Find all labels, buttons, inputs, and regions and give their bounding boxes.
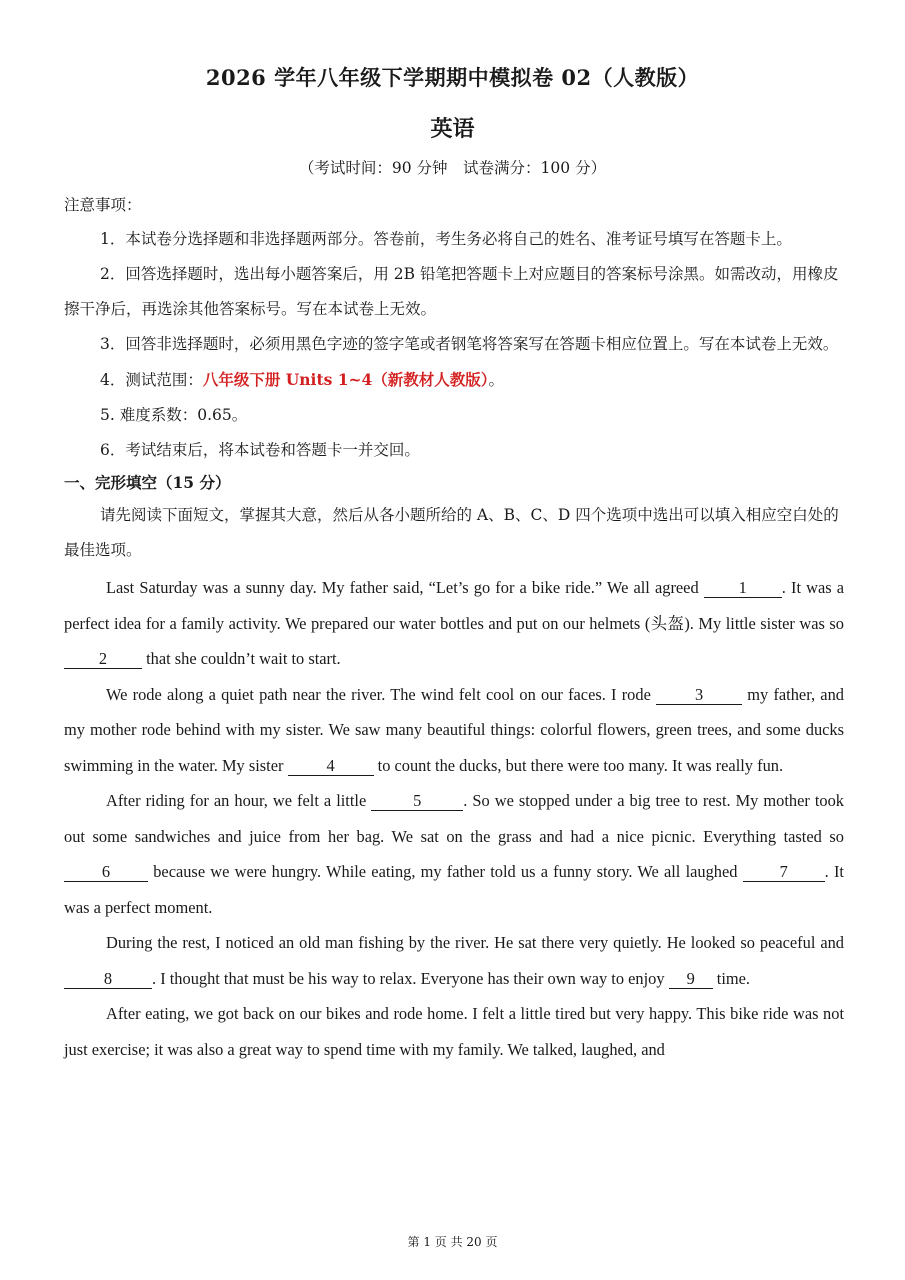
passage-text: . So we stopped under a big tree to rest. My mother took out some sandwiches and juice from her bag. We sat on the grass and had a nice picnic. Everything tasted so <box>64 791 844 846</box>
passage-paragraph-5: After eating, we got back on our bikes and rode home. I felt a little tired but very happy. This bike ride was not just exercise; it was also a great way to spend time with my family. We talked, laughed, and <box>64 1004 844 1059</box>
note-item-6: 6．考试结束后，将本试卷和答题卡一并交回。 <box>100 441 420 459</box>
passage-text: time. <box>716 968 751 988</box>
passage-text: to count the ducks, but there were too many. It was really fun. <box>377 755 784 775</box>
note-item-4-prefix: 4．测试范围： <box>100 371 203 389</box>
section-instruction: 请先阅读下面短文，掌握其大意，然后从各小题所给的 A、B、C、D 四个选项中选出可以填入相应空白处的最佳选项。 <box>64 506 839 559</box>
notes-heading: 注意事项： <box>64 196 142 214</box>
subject-title: 英语 <box>430 116 475 142</box>
exam-info: （考试时间：90 分钟 试卷满分：100 分） <box>298 159 607 177</box>
passage-text: We rode along a quiet path near the river. The wind felt cool on our faces. I rode <box>106 684 651 704</box>
passage-text: During the rest, I noticed an old man fishing by the river. He sat there very quietly. He looked so peaceful and <box>106 933 844 952</box>
blank-1: 1 <box>704 579 782 598</box>
exam-title: 2026 学年八年级下学期期中模拟卷 02（人教版） <box>205 65 700 90</box>
note-item-5: 5. 难度系数：0.65。 <box>100 406 248 424</box>
blank-8: 8 <box>64 970 152 989</box>
passage-paragraph-3 <box>64 783 844 925</box>
passage-text: . I thought that must be his way to relax. Everyone has their own way to enjoy <box>152 968 665 988</box>
passage-text: my father, and my mother rode behind with my sister. We saw many beautiful things: colorful flowers, green trees, and some ducks swimming in the water. My sister <box>64 684 844 775</box>
passage-text: because we were hungry. While eating, my father told us a funny story. We all laughed <box>153 862 738 881</box>
passage-paragraph-2 <box>64 677 844 784</box>
note-item-1: 1．本试卷分选择题和非选择题两部分。答卷前，考生务必将自己的姓名、准考证号填写在答题卡上。 <box>100 230 792 248</box>
blank-2: 2 <box>64 650 142 669</box>
passage-paragraph-4 <box>64 925 844 996</box>
test-scope-highlight: 八年级下册 Units 1~4（新教材人教版） <box>202 370 489 389</box>
page-footer: 第 1 页 共 20 页 <box>407 1235 498 1249</box>
passage-text: After riding for an hour, we felt a little <box>106 791 367 810</box>
section-title: 一、完形填空（15 分） <box>64 473 231 492</box>
blank-3: 3 <box>656 686 742 705</box>
blank-9: 9 <box>669 970 713 989</box>
blank-4: 4 <box>288 757 374 776</box>
note-item-4-suffix: 。 <box>488 371 505 389</box>
note-item-2: 2．回答选择题时，选出每小题答案后，用 2B 铅笔把答题卡上对应题目的答案标号涂黑。如需改动，用橡皮擦干净后，再选涂其他答案标号。写在本试卷上无效。 <box>64 265 839 318</box>
content <box>64 222 844 1067</box>
passage-text: that she couldn’t wait to start. <box>146 649 341 668</box>
passage-paragraph-1 <box>64 570 844 677</box>
note-item-3: 3．回答非选择题时，必须用黑色字迹的签字笔或者钢笔将答案写在答题卡相应位置上。写在本试卷上无效。 <box>100 335 839 353</box>
blank-6: 6 <box>64 863 148 882</box>
passage-text: Last Saturday was a sunny day. My father said, “Let’s go for a bike ride.” We all agreed <box>106 578 699 597</box>
blank-5: 5 <box>371 792 463 811</box>
note-item-4 <box>64 362 844 398</box>
passage-text: . It was a perfect idea for a family activity. We prepared our water bottles and put on our helmets (头盔). My little sister was so <box>64 578 845 633</box>
passage-text: . It was a perfect moment. <box>64 862 844 917</box>
blank-7: 7 <box>743 863 825 882</box>
